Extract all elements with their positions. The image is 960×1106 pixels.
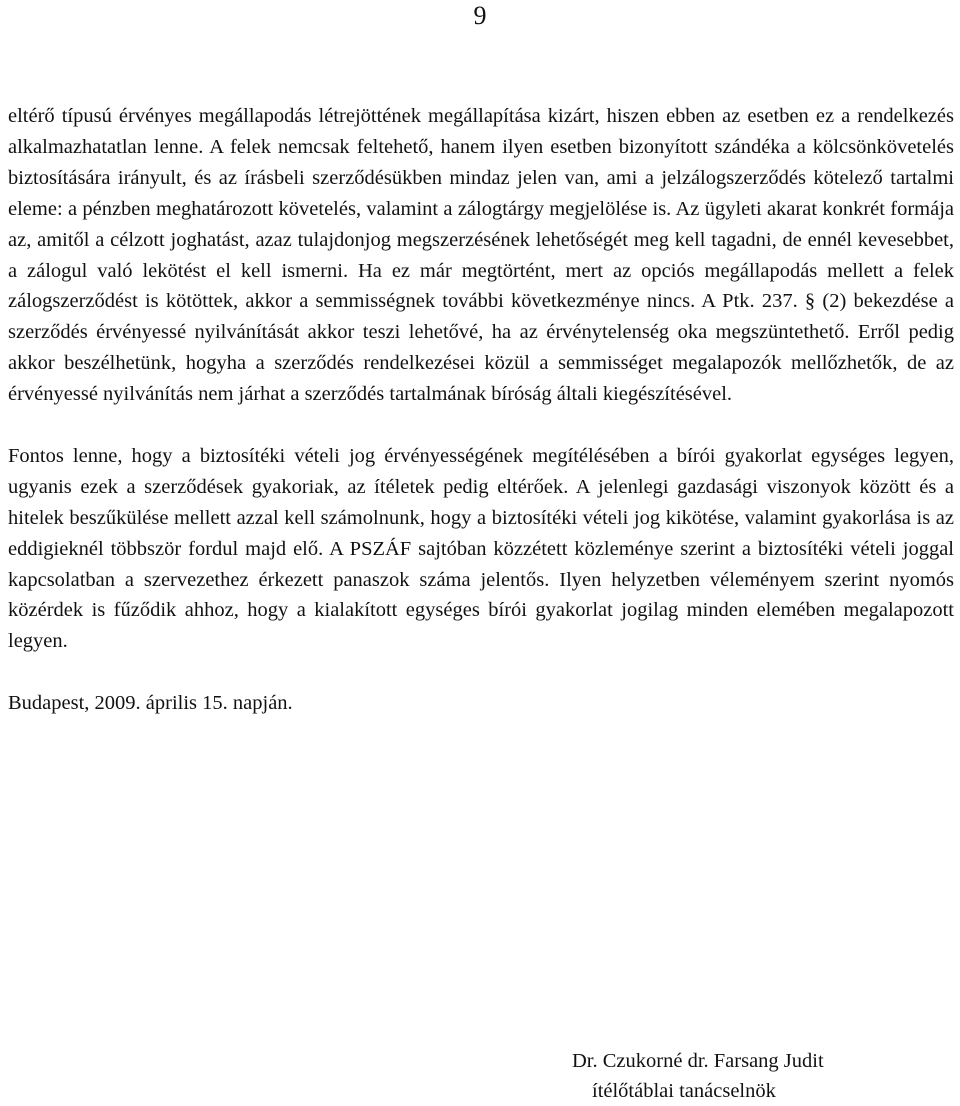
- paragraph-spacer: [8, 410, 954, 441]
- signatory-name: Dr. Czukorné dr. Farsang Judit: [572, 1050, 824, 1072]
- signatory-title: ítélőtáblai tanácselnök: [592, 1080, 776, 1102]
- paragraph-2: Fontos lenne, hogy a biztosítéki vételi jog érvényességének megítélésében a bírói gyakorlat egységes legyen, ugyanis ezek a szerződések gyakoriak, az ítéletek pedig eltérőek. A jelenlegi gazdasági viszonyok között és a hitelek beszűkülése mellett azzal kell számolnunk, hogy a biztosítéki vételi jog kikötése, valamint gyakorlása is az eddigieknél többször fordul majd elő. A PSZÁF sajtóban közzétett közleménye szerint a biztosítéki vételi joggal kapcsolatban a szervezethez érkezett panaszok száma jelentős. Ilyen helyzetben véleményem szerint nyomós közérdek is fűződik ahhoz, hogy a kialakított egységes bírói gyakorlat jogilag minden elemében megalapozott legyen.: [8, 444, 954, 653]
- date-line: Budapest, 2009. április 15. napján.: [8, 692, 293, 715]
- paragraph-1: eltérő típusú érvényes megállapodás létrejöttének megállapítása kizárt, hiszen ebben az esetben ez a rendelkezés alkalmazhatatlan lenne. A felek nemcsak feltehető, hanem ilyen esetben bizonyított szándéka a kölcsönkövetelés biztosítására irányult, és az írásbeli szerződésükben mindaz jelen van, ami a jelzálogszerződés kötelező tartalmi eleme: a pénzben meghatározott követelés, valamint a zálogtárgy megjelölése is. Az ügyleti akarat konkrét formája az, amitől a célzott joghatást, azaz tulajdonjog megszerzésének lehetőségét meg kell tagadni, de ennél kevesebbet, a zálogul való lekötést el kell ismerni. Ha ez már megtörtént, mert az opciós megállapodás mellett a felek zálogszerződést is kötöttek, akkor a semmisségnek további következménye nincs. A Ptk. 237. § (2) bekezdése a szerződés érvényessé nyilvánítását akkor teszi lehetővé, ha az érvénytelenség oka megszüntethető. Erről pedig akkor beszélhetünk, hogyha a szerződés rendelkezései közül a semmisséget megalapozók mellőzhetők, de az érvényessé nyilvánítás nem járhat a szerződés tartalmának bíróság általi kiegészítésével.: [8, 105, 954, 406]
- paragraph-spacer: [8, 657, 954, 688]
- signature-block: [572, 1046, 824, 1106]
- document-body: [8, 101, 954, 719]
- page-number: 9: [473, 1, 487, 30]
